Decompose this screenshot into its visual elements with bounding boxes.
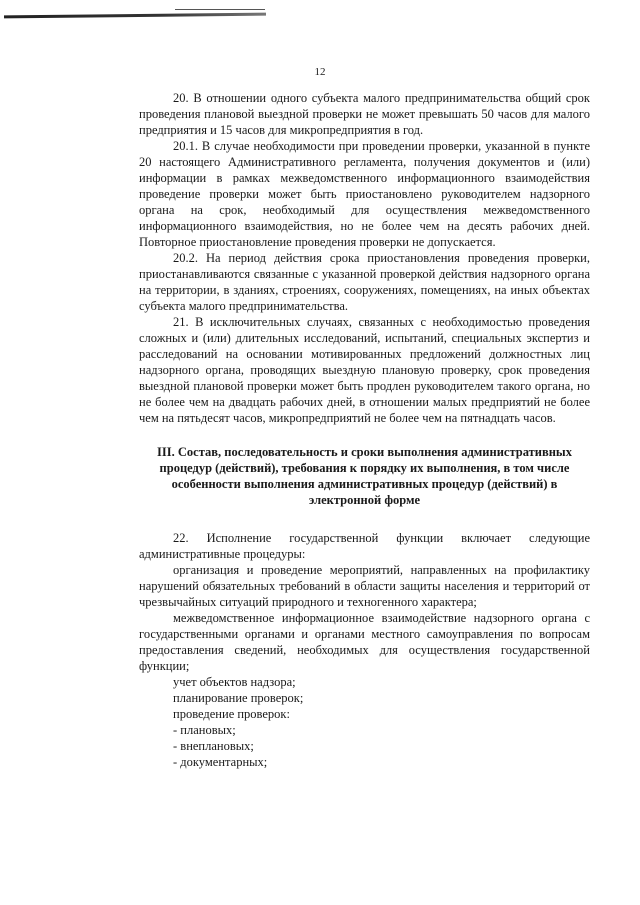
- spacer: [139, 508, 590, 530]
- paragraph-20-2: 20.2. На период действия срока приостановления проведения проверки, приостанавливаются связанные с указанной проверкой действия надзорного органа на территории, в зданиях, строениях, сооружениях, помещениях, на иных объектах субъекта малого предпринимательства.: [139, 251, 590, 313]
- procedure-planning: планирование проверок;: [173, 691, 304, 705]
- inspection-type-documentary: - документарных;: [173, 755, 268, 769]
- procedure-prevention: организация и проведение мероприятий, направленных на профилактику нарушений обязательных требований в области защиты населения и территорий от чрезвычайных ситуаций природного и техногенного характера;: [139, 563, 590, 609]
- page-number: 12: [314, 66, 326, 78]
- scan-artifact-line: [4, 13, 266, 19]
- paragraph-20: 20. В отношении одного субъекта малого предпринимательства общий срок проведения плановой выездной проверки не может превышать 50 часов для малого предприятия и 15 часов для микропредприятия в год.: [139, 91, 590, 137]
- scan-artifact-line-thin: [175, 9, 265, 10]
- procedure-inspections: проведение проверок:: [173, 707, 290, 721]
- procedure-interagency: межведомственное информационное взаимодействие надзорного органа с государственными органами и органами местного самоуправления по вопросам предоставления сведений, необходимых для осуществления государственной функции;: [139, 611, 590, 673]
- inspection-type-unplanned: - внеплановых;: [173, 739, 254, 753]
- section-heading: III. Состав, последовательность и сроки выполнения административных процедур (действий), требования к порядку их выполнения, в том числе особенности выполнения административных процедур (действий) в электронной форме: [157, 445, 572, 507]
- paragraph-20-1: 20.1. В случае необходимости при проведении проверки, указанной в пункте 20 настоящего Административного регламента, получения документов и (или) информации в рамках межведомственного информационного взаимодействия проведение проверки может быть приостановлено руководителем надзорного органа на срок, необходимый для осуществления межведомственного информационного взаимодействия, но не более чем на десять рабочих дней. Повторное приостановление проведения проверки не допускается.: [139, 139, 590, 249]
- paragraph-21: 21. В исключительных случаях, связанных с необходимостью проведения сложных и (или) длительных исследований, испытаний, специальных экспертиз и расследований на основании мотивированных предложений должностных лиц надзорного органа, проводящих выездную плановую проверку, срок проведения выездной плановой проверки может быть продлен руководителем такого органа, но не более чем на двадцать рабочих дней, в отношении малых предприятий не более чем на пятьдесят часов, микропредприятий не более чем на пятнадцать часов.: [139, 315, 590, 425]
- document-body: [139, 90, 590, 770]
- inspection-type-planned: - плановых;: [173, 723, 236, 737]
- procedure-accounting: учет объектов надзора;: [173, 675, 296, 689]
- paragraph-22: 22. Исполнение государственной функции включает следующие административные процедуры:: [139, 531, 590, 561]
